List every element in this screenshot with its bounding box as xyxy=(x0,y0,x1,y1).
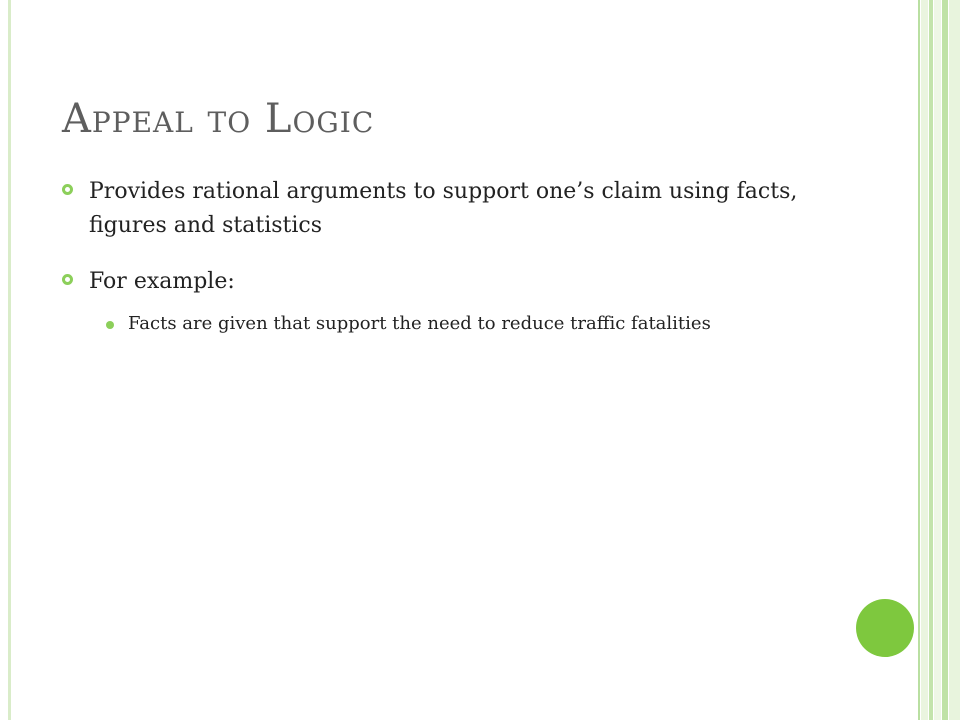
ring-bullet-icon xyxy=(62,274,73,285)
right-stripe xyxy=(949,0,960,720)
ring-bullet-icon xyxy=(62,184,73,195)
dot-bullet-icon xyxy=(106,321,114,329)
bullet-text: For example: xyxy=(89,269,235,294)
left-frame-line xyxy=(8,0,11,720)
right-stripe xyxy=(942,0,948,720)
right-stripe xyxy=(921,0,928,720)
right-stripe xyxy=(918,0,920,720)
right-stripe xyxy=(929,0,933,720)
sub-bullet-text: Facts are given that support the need to reduce traffic fatalities xyxy=(128,313,711,334)
bullet-text: Provides rational arguments to support one’s claim using facts, figures and statistics xyxy=(89,179,798,238)
green-circle-decoration xyxy=(856,599,914,657)
right-stripe xyxy=(934,0,941,720)
slide-title: Appeal to Logic xyxy=(62,96,375,142)
